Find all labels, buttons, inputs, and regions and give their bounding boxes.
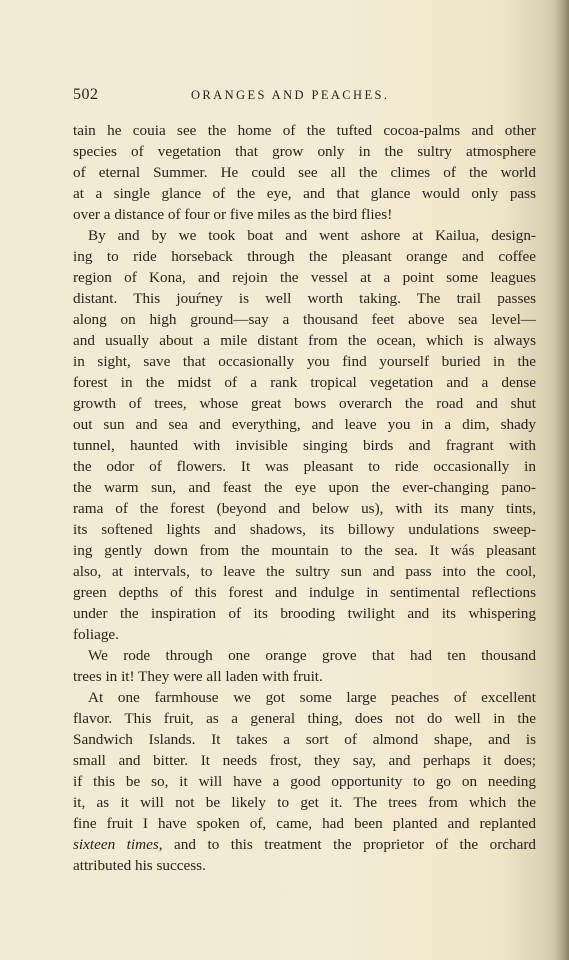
text-line: if this be so, it will have a good opportunity to go on needing (73, 773, 536, 790)
text-line: trees in it! They were all laden with fruit. (73, 668, 323, 685)
text-line: region of Kona, and rejoin the vessel at a point some leagues (73, 269, 536, 286)
text-line: foliage. (73, 626, 119, 643)
body-text (73, 120, 536, 876)
text-line: By and by we took boat and went ashore at Kailua, design- (88, 227, 536, 244)
text-line: the warm sun, and feast the eye upon the ever-changing pano- (73, 479, 536, 496)
text-line: fine fruit I have spoken of, came, had been planted and replanted (73, 815, 536, 832)
text-line: small and bitter. It needs frost, they say, and perhaps it does; (73, 752, 536, 769)
text-line: it, as it will not be likely to get it. The trees from which the (73, 794, 536, 811)
text-line: rama of the forest (beyond and below us), with its many tints, (73, 500, 536, 517)
text-line: and usually about a mile distant from the ocean, which is always (73, 332, 536, 349)
text-line: distant. This jouŕney is well worth taking. The trail passes (73, 290, 536, 307)
page-number: 502 (73, 86, 99, 103)
text-line: flavor. This fruit, as a general thing, does not do well in the (73, 710, 536, 727)
text-line: over a distance of four or five miles as the bird flies! (73, 206, 393, 223)
text-line: At one farmhouse we got some large peaches of excellent (88, 689, 536, 706)
text-line: the odor of flowers. It was pleasant to ride occasionally in (73, 458, 536, 475)
running-title: ORANGES AND PEACHES. (191, 88, 390, 102)
text-line: growth of trees, whose great bows overarch the road and shut (73, 395, 536, 412)
text-line: ing to ride horseback through the pleasant orange and coffee (73, 248, 536, 265)
text-line: at a single glance of the eye, and that glance would only pass (73, 185, 536, 202)
page-header (73, 86, 536, 106)
text-line: in sight, save that occasionally you find yourself buried in the (73, 353, 536, 370)
text-line: under the inspiration of its brooding twilight and its whispering (73, 605, 536, 622)
page-edge-shadow (555, 0, 569, 960)
text-line: tain he couia see the home of the tufted cocoa-palms and other (73, 122, 536, 139)
text-line: ing gently down from the mountain to the sea. It wás pleasant (73, 542, 536, 559)
text-line: also, at intervals, to leave the sultry sun and pass into the cool, (73, 563, 536, 580)
text-line: of eternal Summer. He could see all the climes of the world (73, 164, 536, 181)
text-line: tunnel, haunted with invisible singing birds and fragrant with (73, 437, 536, 454)
text-line: sixteen times, and to this treatment the proprietor of the orchard (73, 836, 536, 853)
text-line: out sun and sea and everything, and leave you in a dim, shady (73, 416, 536, 433)
text-line: green depths of this forest and indulge in sentimental reflections (73, 584, 536, 601)
text-line: along on high ground—say a thousand feet above sea level— (73, 311, 536, 328)
text-line: Sandwich Islands. It takes a sort of almond shape, and is (73, 731, 536, 748)
text-line: species of vegetation that grow only in the sultry atmosphere (73, 143, 536, 160)
text-line: its softened lights and shadows, its billowy undulations sweep- (73, 521, 536, 538)
text-line: attributed his success. (73, 857, 206, 874)
text-line: forest in the midst of a rank tropical vegetation and a dense (73, 374, 536, 391)
text-line: We rode through one orange grove that had ten thousand (88, 647, 536, 664)
